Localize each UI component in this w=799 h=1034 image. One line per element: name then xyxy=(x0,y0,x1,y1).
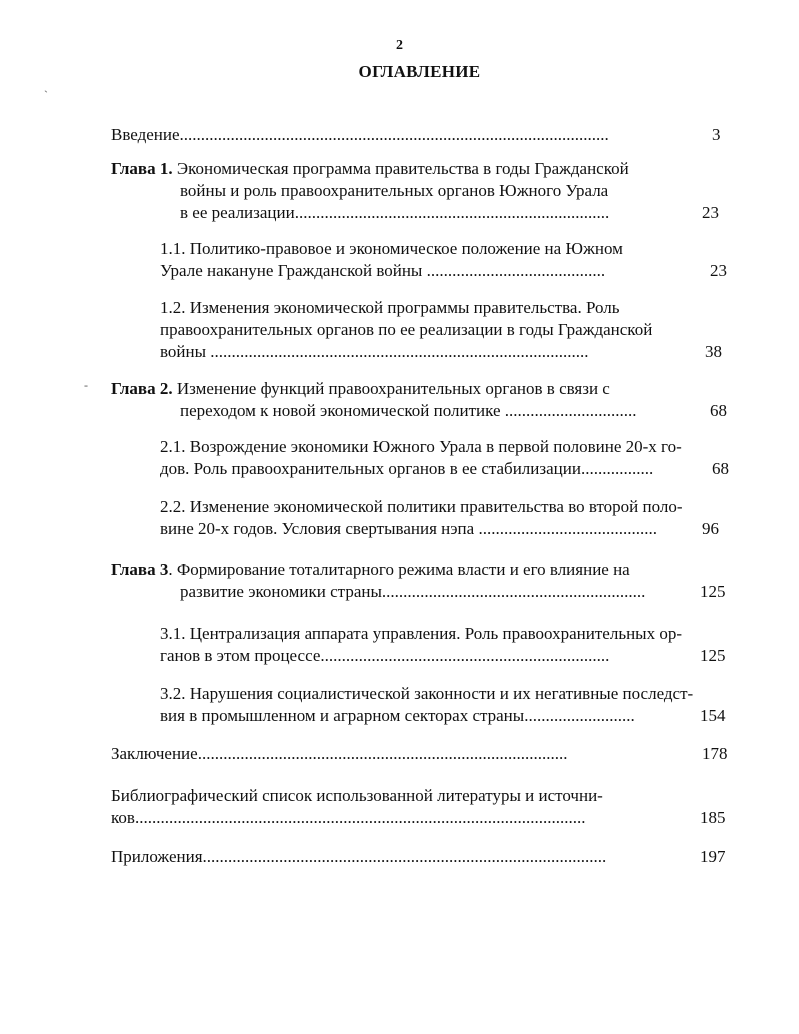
toc-entry-s11[interactable]: 1.1. Политико-правовое и экономическое положение на Южном xyxy=(160,239,623,258)
toc-page: 154 xyxy=(700,706,726,725)
scan-speck: - xyxy=(84,378,88,392)
toc-entry-s12[interactable]: 1.2. Изменения экономической программы правительства. Роль xyxy=(160,298,620,317)
leader-dots: .......................................... xyxy=(426,261,606,280)
toc-entry-conclusion[interactable]: Заключение....................................................................................... xyxy=(111,744,568,763)
toc-entry-ch2[interactable]: Глава 2. Изменение функций правоохранительных органов в связи с xyxy=(111,379,610,398)
page-title: ОГЛАВЛЕНИЕ xyxy=(358,62,481,81)
leader-dots: .......................................... xyxy=(478,519,657,538)
leader-dots: ......................................................................................... xyxy=(210,342,589,361)
toc-page: 38 xyxy=(705,342,722,361)
leader-dots: .......................... xyxy=(524,706,635,725)
toc-page: 68 xyxy=(712,459,729,478)
leader-dots: .................................................................... xyxy=(320,646,610,665)
toc-entry-s12-line2: правоохранительных органов по ее реализации в годы Гражданской xyxy=(160,320,653,339)
chapter-label: Глава 2. xyxy=(111,379,173,398)
toc-entry-s11-line2: Урале накануне Гражданской войны .......................................... xyxy=(160,261,606,280)
leader-dots: ....................................................................................... xyxy=(197,744,568,763)
leader-dots: ............................... xyxy=(504,401,637,420)
toc-entry-s22-line2: вине 20-х годов. Условия свертывания нэпа .......................................... xyxy=(160,519,657,538)
toc-page: 185 xyxy=(700,808,726,827)
toc-entry-s32-line2: вия в промышленном и аграрном секторах страны.......................... xyxy=(160,706,635,725)
toc-entry-s22[interactable]: 2.2. Изменение экономической политики правительства во второй поло- xyxy=(160,497,683,516)
toc-page: 178 xyxy=(702,744,728,763)
toc-page: 96 xyxy=(702,519,719,538)
toc-page: 68 xyxy=(710,401,727,420)
toc-page: 125 xyxy=(700,582,726,601)
toc-entry-s31[interactable]: 3.1. Централизация аппарата управления. Роль правоохранительных ор- xyxy=(160,624,683,643)
toc-entry-ch3-line2: развитие экономики страны.............................................................. xyxy=(180,582,646,601)
leader-dots: .......................................................................... xyxy=(294,203,610,222)
toc-page: 125 xyxy=(700,646,726,665)
toc-entry-intro[interactable]: Введение..................................................................................................... xyxy=(111,125,609,144)
leader-dots: ..................................................................................................... xyxy=(179,125,609,144)
toc-page: 197 xyxy=(700,847,726,866)
toc-entry-ch1[interactable]: Глава 1. Экономическая программа правительства в годы Гражданской xyxy=(111,159,629,178)
toc-entry-s21[interactable]: 2.1. Возрождение экономики Южного Урала в первой половине 20-х го- xyxy=(160,437,682,456)
scan-speck: ˋ xyxy=(44,88,48,102)
leader-dots: ................. xyxy=(580,459,654,478)
toc-entry-ch2-line2: переходом к новой экономической политике ............................... xyxy=(180,401,637,420)
toc-entry-ch3[interactable]: Глава 3. Формирование тоталитарного режима власти и его влияние на xyxy=(111,560,630,579)
toc-entry-s31-line2: ганов в этом процессе.................................................................... xyxy=(160,646,610,665)
page-number: 2 xyxy=(396,38,403,53)
toc-page: 3 xyxy=(712,125,721,144)
toc-entry-ch1-line2: войны и роль правоохранительных органов Южного Урала xyxy=(180,181,609,200)
leader-dots: .......................................................................................................... xyxy=(134,808,586,827)
chapter-label: Глава 3 xyxy=(111,560,169,579)
toc-entry-appendices[interactable]: Приложения............................................................................................... xyxy=(111,847,607,866)
toc-entry-s32[interactable]: 3.2. Нарушения социалистической законности и их негативные последст- xyxy=(160,684,694,703)
leader-dots: ............................................................................................... xyxy=(202,847,607,866)
leader-dots: .............................................................. xyxy=(381,582,646,601)
toc-page: 23 xyxy=(710,261,727,280)
toc-page: 23 xyxy=(702,203,719,222)
toc-entry-s21-line2: дов. Роль правоохранительных органов в ее стабилизации................. xyxy=(160,459,654,478)
toc-entry-ch1-line3: в ее реализации.......................................................................... xyxy=(180,203,610,222)
toc-entry-bibliography[interactable]: Библиографический список использованной литературы и источни- xyxy=(111,786,603,805)
toc-entry-s12-line3: войны ......................................................................................... xyxy=(160,342,589,361)
chapter-label: Глава 1. xyxy=(111,159,173,178)
toc-entry-bibliography-line2: ков.......................................................................................................... xyxy=(111,808,586,827)
